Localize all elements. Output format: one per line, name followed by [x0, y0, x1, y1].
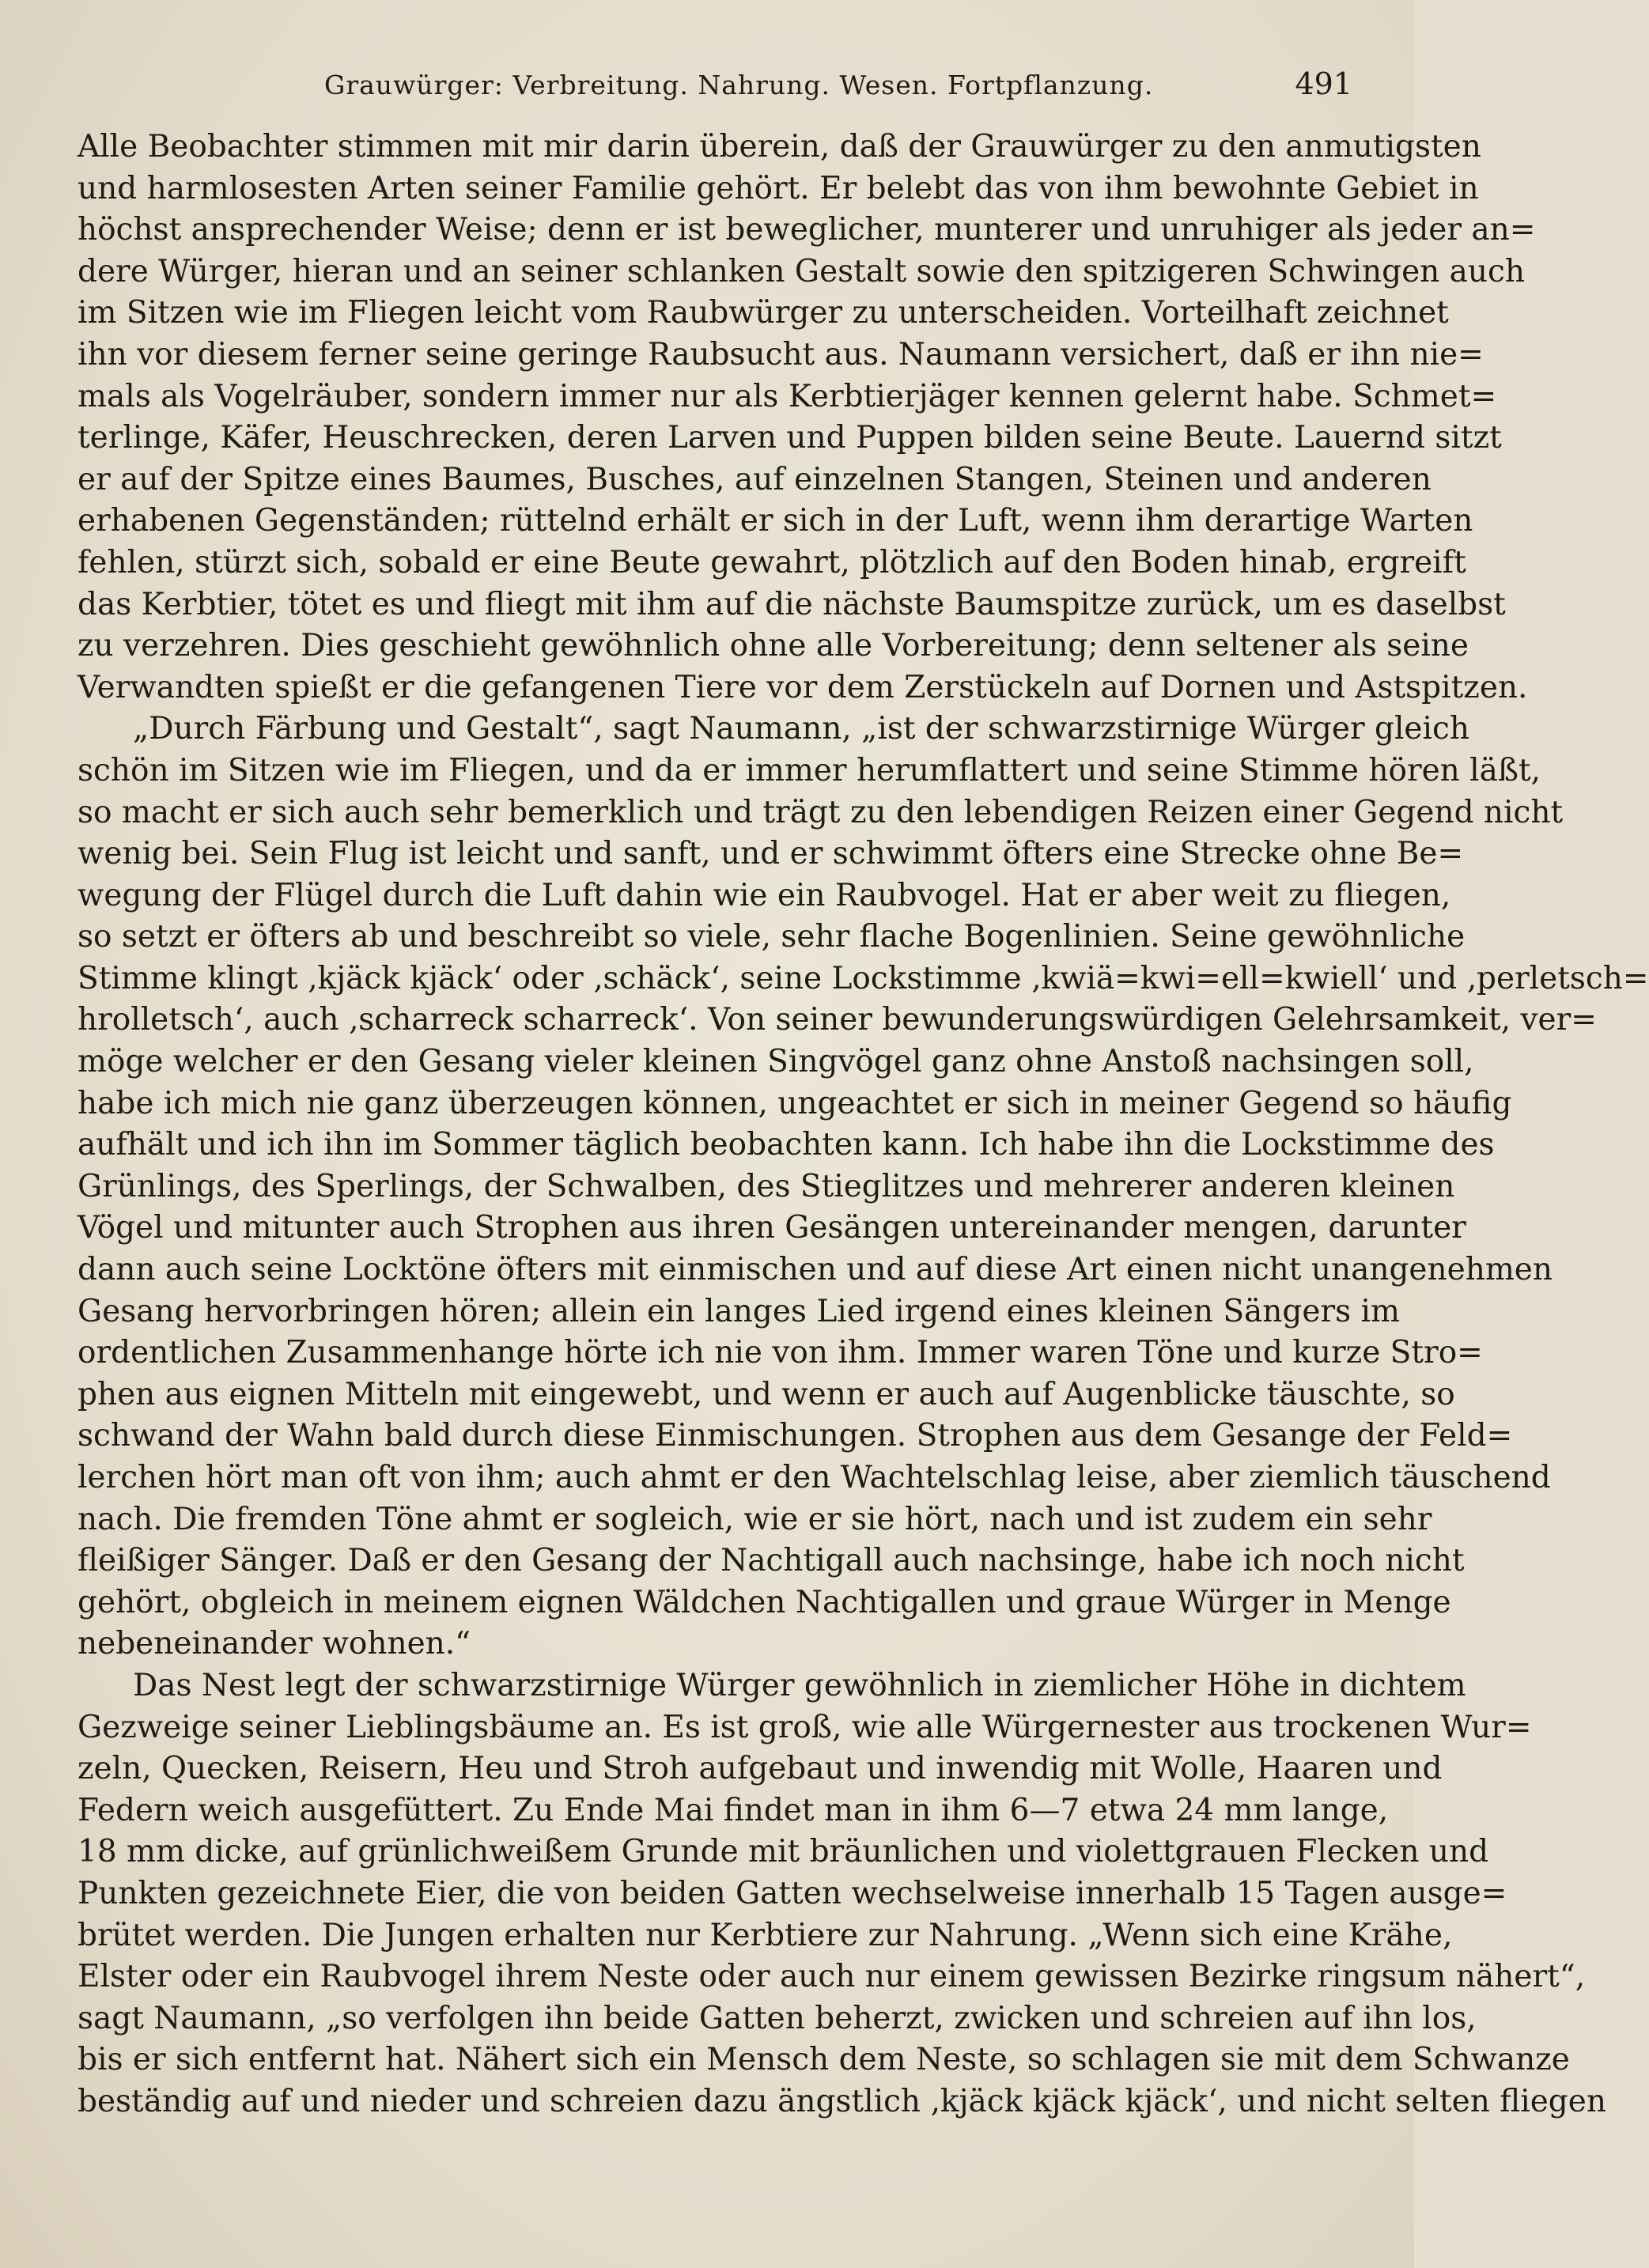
text-line: Verwandten spießt er die gefangenen Tiere vor dem Zerstückeln auf Dornen und Astspitzen. [78, 669, 1528, 705]
text-line: Punkten gezeichnete Eier, die von beiden Gatten wechselweise innerhalb 15 Tagen ausge= [78, 1875, 1507, 1911]
text-line: dere Würger, hieran und an seiner schlanken Gestalt sowie den spitzigeren Schwingen auch [78, 253, 1525, 289]
text-line: so setzt er öfters ab und beschreibt so viele, sehr flache Bogenlinien. Seine gewöhnliche [78, 919, 1466, 955]
running-title: Grauwürger: Verbreitung. Nahrung. Wesen. Fortpflanzung. [324, 70, 1154, 100]
text-line: sagt Naumann, „so verfolgen ihn beide Gatten beherzt, zwicken und schreien auf ihn los, [78, 2000, 1477, 2036]
text-line: so macht er sich auch sehr bemerklich und trägt zu den lebendigen Reizen einer Gegend nicht [78, 794, 1564, 830]
text-line: zeln, Quecken, Reisern, Heu und Stroh aufgebaut und inwendig mit Wolle, Haaren und [78, 1751, 1443, 1787]
text-line: Federn weich ausgefüttert. Zu Ende Mai findet man in ihm 6—7 etwa 24 mm lange, [78, 1792, 1389, 1828]
text-line: mals als Vogelräuber, sondern immer nur als Kerbtierjäger kennen gelernt habe. Schmet= [78, 378, 1497, 414]
text-line: höchst ansprechender Weise; denn er ist beweglicher, munterer und unruhiger als jeder an= [78, 212, 1536, 248]
page-number: 491 [1295, 66, 1352, 101]
text-line: Elster oder ein Raubvogel ihrem Neste oder auch nur einem gewissen Bezirke ringsum nähert“, [78, 1959, 1586, 1995]
text-line: nach. Die fremden Töne ahmt er sogleich, wie er sie hört, nach und ist zudem ein sehr [78, 1501, 1432, 1537]
text-line: wegung der Flügel durch die Luft dahin wie ein Raubvogel. Hat er aber weit zu fliegen, [78, 877, 1451, 913]
text-line: im Sitzen wie im Fliegen leicht vom Raubwürger zu unterscheiden. Vorteilhaft zeichnet [78, 295, 1449, 331]
text-line: erhabenen Gegenständen; rüttelnd erhält er sich in der Luft, wenn ihm derartige Warten [78, 503, 1473, 539]
text-line: schön im Sitzen wie im Fliegen, und da er immer herumflattert und seine Stimme hören läßt, [78, 752, 1541, 788]
text-line: Alle Beobachter stimmen mit mir darin überein, daß der Grauwürger zu den anmutigsten [78, 129, 1481, 164]
text-line: beständig auf und nieder und schreien dazu ängstlich ‚kjäck kjäck kjäck‘, und nicht selten fliegen [78, 2083, 1606, 2119]
text-line: er auf der Spitze eines Baumes, Busches, auf einzelnen Stangen, Steinen und anderen [78, 461, 1432, 497]
text-line: ordentlichen Zusammenhange hörte ich nie von ihm. Immer waren Töne und kurze Stro= [78, 1335, 1483, 1371]
text-line: Gezweige seiner Lieblingsbäume an. Es ist groß, wie alle Würgernester aus trockenen Wur= [78, 1709, 1532, 1745]
text-line: bis er sich entfernt hat. Nähert sich ein Mensch dem Neste, so schlagen sie mit dem Schwanze [78, 2042, 1570, 2078]
text-line: Das Nest legt der schwarzstirnige Würger gewöhnlich in ziemlicher Höhe in dichtem [133, 1667, 1466, 1703]
text-line: Gesang hervorbringen hören; allein ein langes Lied irgend eines kleinen Sängers im [78, 1293, 1400, 1329]
text-line: das Kerbtier, tötet es und fliegt mit ihm auf die nächste Baumspitze zurück, um es daselbst [78, 586, 1506, 622]
text-line: Stimme klingt ‚kjäck kjäck‘ oder ‚schäck‘, seine Lockstimme ‚kwiä=kwi=ell=kwiell‘ und ‚perletsch= [78, 960, 1649, 996]
text-line: hrolletsch‘, auch ‚scharreck scharreck‘. Von seiner bewunderungswürdigen Gelehrsamkeit, ver= [78, 1002, 1597, 1038]
text-line: terlinge, Käfer, Heuschrecken, deren Larven und Puppen bilden seine Beute. Lauernd sitzt [78, 420, 1502, 456]
text-line: phen aus eignen Mitteln mit eingewebt, und wenn er auch auf Augenblicke täuschte, so [78, 1376, 1455, 1412]
text-line: und harmlosesten Arten seiner Familie gehört. Er belebt das von ihm bewohnte Gebiet in [78, 170, 1479, 206]
text-line: gehört, obgleich in meinem eignen Wäldchen Nachtigallen und graue Würger in Menge [78, 1584, 1451, 1620]
text-line: aufhält und ich ihn im Sommer täglich beobachten kann. Ich habe ihn die Lockstimme des [78, 1127, 1495, 1163]
text-line: fehlen, stürzt sich, sobald er eine Beute gewahrt, plötzlich auf den Boden hinab, ergreift [78, 544, 1466, 580]
text-line: Grünlings, des Sperlings, der Schwalben, des Stieglitzes und mehrerer anderen kleinen [78, 1168, 1455, 1204]
text-line: ihn vor diesem ferner seine geringe Raubsucht aus. Naumann versichert, daß er ihn nie= [78, 336, 1484, 372]
text-line: möge welcher er den Gesang vieler kleinen Singvögel ganz ohne Anstoß nachsingen soll, [78, 1044, 1474, 1080]
text-line: wenig bei. Sein Flug ist leicht und sanft, und er schwimmt öfters eine Strecke ohne Be= [78, 836, 1464, 872]
text-line: schwand der Wahn bald durch diese Einmischungen. Strophen aus dem Gesange der Feld= [78, 1418, 1513, 1454]
text-line: zu verzehren. Dies geschieht gewöhnlich ohne alle Vorbereitung; denn seltener als seine [78, 628, 1469, 664]
text-line: lerchen hört man oft von ihm; auch ahmt er den Wachtelschlag leise, aber ziemlich täuschend [78, 1460, 1551, 1495]
text-line: fleißiger Sänger. Daß er den Gesang der Nachtigall auch nachsinge, habe ich noch nicht [78, 1543, 1465, 1579]
text-line: dann auch seine Locktöne öfters mit einmischen und auf diese Art einen nicht unangenehmen [78, 1252, 1553, 1288]
body-text [78, 127, 1649, 2123]
text-line: „Durch Färbung und Gestalt“, sagt Naumann, „ist der schwarzstirnige Würger gleich [133, 711, 1469, 747]
text-line: 18 mm dicke, auf grünlichweißem Grunde mit bräunlichen und violettgrauen Flecken und [78, 1834, 1489, 1870]
text-line: habe ich mich nie ganz überzeugen können, ungeachtet er sich in meiner Gegend so häufig [78, 1085, 1512, 1121]
page-header [324, 66, 1352, 109]
text-line: nebeneinander wohnen.“ [78, 1626, 471, 1662]
text-line: brütet werden. Die Jungen erhalten nur Kerbtiere zur Nahrung. „Wenn sich eine Krähe, [78, 1917, 1453, 1953]
text-line: Vögel und mitunter auch Strophen aus ihren Gesängen untereinander mengen, darunter [78, 1210, 1466, 1246]
